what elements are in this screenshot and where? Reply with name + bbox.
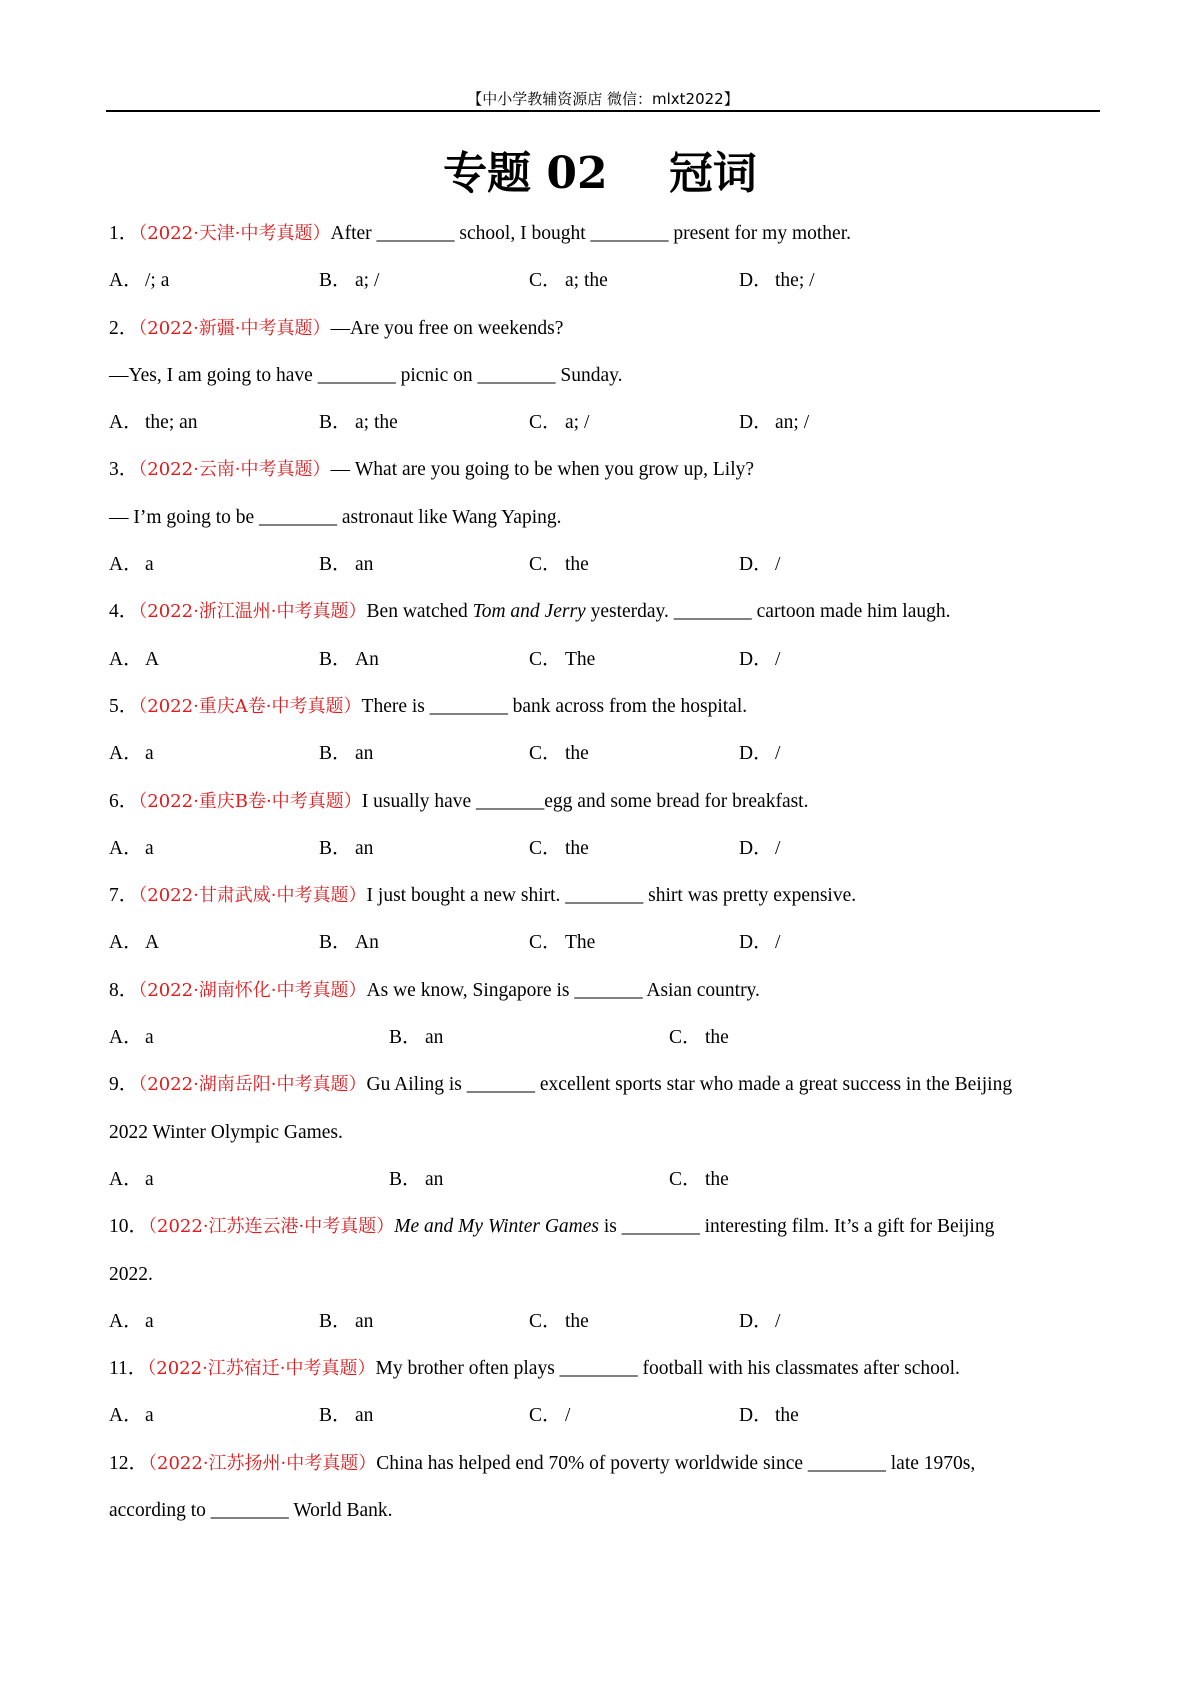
option-text: the <box>775 1405 799 1427</box>
question-number: 4． <box>109 601 139 623</box>
question-source: （2022·湖南岳阳·中考真题） <box>138 1074 367 1096</box>
question-list <box>109 210 1101 1534</box>
question-stem <box>109 1440 1101 1487</box>
question-stem <box>109 1061 1101 1108</box>
option-text: a <box>145 1405 154 1427</box>
option-text: An <box>355 932 379 954</box>
option-b <box>389 1014 443 1061</box>
option-c <box>529 919 595 966</box>
option-b <box>319 636 379 683</box>
question-stem-continued <box>109 494 1101 541</box>
question-text: —Are you free on weekends? <box>330 317 564 339</box>
option-d <box>739 636 780 683</box>
option-a <box>109 919 159 966</box>
question-text: —Yes, I am going to have ________ picnic on ________ Sunday. <box>109 364 623 386</box>
options-row <box>109 636 1101 683</box>
question-text: Ben watched <box>366 601 473 623</box>
option-letter: C． <box>529 554 562 576</box>
question-source: （2022·甘肃武威·中考真题） <box>138 885 367 907</box>
option-letter: C． <box>529 648 562 670</box>
option-a <box>109 1156 154 1203</box>
option-text: a; the <box>565 270 608 292</box>
option-b <box>319 730 373 777</box>
question-text: according to ________ World Bank. <box>109 1500 393 1522</box>
option-text: The <box>565 648 596 670</box>
question-text: My brother often plays ________ football with his classmates after school. <box>375 1358 960 1380</box>
question-text: After ________ school, I bought ________ present for my mother. <box>330 223 851 244</box>
option-b <box>319 825 373 872</box>
question-number: 12． <box>109 1452 149 1474</box>
option-d <box>739 1392 799 1439</box>
options-row <box>109 399 1101 446</box>
page-title: 专题 02 冠词 <box>443 148 757 199</box>
option-a <box>109 1298 154 1345</box>
question-text: yesterday. ________ cartoon made him laugh. <box>585 601 951 623</box>
option-c <box>529 1392 570 1439</box>
option-text: / <box>775 932 781 954</box>
italic-title: Tom and Jerry <box>472 601 586 623</box>
italic-title: Me and My Winter Games <box>394 1216 599 1238</box>
option-letter: D． <box>739 648 773 670</box>
question-stem-continued <box>109 1487 1101 1534</box>
page-header: 【中小学教辅资源店 微信：mlxt2022】 <box>467 90 739 108</box>
option-letter: C． <box>529 932 562 954</box>
option-b <box>319 399 398 446</box>
option-text: A <box>145 648 160 670</box>
option-letter: B． <box>389 1027 422 1049</box>
question-stem <box>109 210 1101 257</box>
question-source: （2022·新疆·中考真题） <box>138 317 331 339</box>
question-stem <box>109 872 1101 919</box>
option-text: an <box>355 1405 374 1427</box>
option-text: a <box>145 837 154 859</box>
option-text: / <box>565 1405 571 1427</box>
options-row <box>109 1392 1101 1439</box>
question-stem <box>109 446 1101 493</box>
option-text: a <box>145 554 154 576</box>
option-letter: A． <box>109 837 143 859</box>
question-text: There is ________ bank across from the hospital. <box>361 695 748 717</box>
question-text: is ________ interesting film. It’s a gift for Beijing <box>598 1216 995 1238</box>
question-stem-continued <box>109 1109 1101 1156</box>
option-letter: B． <box>319 743 352 765</box>
option-d <box>739 730 780 777</box>
option-letter: B． <box>319 554 352 576</box>
option-text: an <box>355 1310 374 1332</box>
option-text: an <box>425 1168 444 1190</box>
option-letter: D． <box>739 1405 773 1427</box>
option-a <box>109 541 154 588</box>
options-row <box>109 1014 1101 1061</box>
question-text: — What are you going to be when you grow up, Lily? <box>330 459 755 481</box>
option-letter: D． <box>739 554 773 576</box>
option-c <box>529 1298 589 1345</box>
options-row <box>109 919 1101 966</box>
option-letter: C． <box>669 1168 702 1190</box>
option-letter: C． <box>529 1310 562 1332</box>
option-letter: C． <box>529 412 562 434</box>
option-text: An <box>355 648 379 670</box>
option-c <box>669 1014 729 1061</box>
option-text: the <box>565 743 589 765</box>
option-text: an <box>355 743 374 765</box>
option-text: an <box>425 1027 444 1049</box>
option-letter: A． <box>109 743 143 765</box>
option-text: a; / <box>565 412 590 434</box>
option-letter: A． <box>109 270 143 292</box>
option-c <box>529 257 608 304</box>
option-c <box>529 730 589 777</box>
option-b <box>319 257 379 304</box>
option-text: A <box>145 932 160 954</box>
option-d <box>739 399 809 446</box>
option-letter: B． <box>319 270 352 292</box>
question-number: 1． <box>109 223 139 244</box>
option-a <box>109 399 198 446</box>
option-letter: B． <box>319 1310 352 1332</box>
option-letter: D． <box>739 932 773 954</box>
question-stem-continued <box>109 1251 1101 1298</box>
option-text: a <box>145 1310 154 1332</box>
question-text: 2022 Winter Olympic Games. <box>109 1121 343 1143</box>
question-stem <box>109 1203 1101 1250</box>
option-text: the <box>565 1310 589 1332</box>
options-row <box>109 257 1101 304</box>
options-row <box>109 541 1101 588</box>
option-a <box>109 730 154 777</box>
option-letter: C． <box>529 837 562 859</box>
option-d <box>739 825 780 872</box>
option-text: a <box>145 1027 154 1049</box>
option-letter: C． <box>529 743 562 765</box>
question-source: （2022·重庆B卷·中考真题） <box>138 790 362 812</box>
option-letter: C． <box>529 270 562 292</box>
option-letter: A． <box>109 1027 143 1049</box>
option-text: a; the <box>355 412 398 434</box>
question-number: 6． <box>109 790 139 812</box>
option-c <box>669 1156 729 1203</box>
question-number: 11． <box>109 1358 148 1380</box>
question-stem <box>109 967 1101 1014</box>
question-text: I just bought a new shirt. ________ shirt was pretty expensive. <box>366 885 857 907</box>
option-letter: A． <box>109 1405 143 1427</box>
question-stem <box>109 1345 1101 1392</box>
option-letter: A． <box>109 554 143 576</box>
question-text: I usually have _______egg and some bread for breakfast. <box>361 790 809 812</box>
question-text: China has helped end 70% of poverty worldwide since ________ late 1970s, <box>376 1452 976 1474</box>
question-source: （2022·江苏宿迁·中考真题） <box>147 1358 376 1380</box>
question-source: （2022·云南·中考真题） <box>138 459 331 481</box>
question-number: 10． <box>109 1216 149 1238</box>
option-c <box>529 636 595 683</box>
option-letter: B． <box>389 1168 422 1190</box>
question-source: （2022·湖南怀化·中考真题） <box>138 979 367 1001</box>
question-source: （2022·天津·中考真题） <box>138 223 331 244</box>
option-letter: A． <box>109 412 143 434</box>
option-letter: D． <box>739 837 773 859</box>
option-letter: D． <box>739 270 773 292</box>
header-divider <box>106 110 1100 112</box>
option-text: a <box>145 1168 154 1190</box>
option-d <box>739 1298 780 1345</box>
option-text: / <box>775 837 781 859</box>
option-letter: A． <box>109 932 143 954</box>
option-c <box>529 825 589 872</box>
option-letter: D． <box>739 1310 773 1332</box>
question-number: 8． <box>109 979 139 1001</box>
options-row <box>109 1298 1101 1345</box>
option-text: the; an <box>145 412 198 434</box>
question-source: （2022·浙江温州·中考真题） <box>138 601 367 623</box>
option-letter: B． <box>319 932 352 954</box>
option-letter: A． <box>109 1168 143 1190</box>
option-text: / <box>775 743 781 765</box>
option-a <box>109 1014 154 1061</box>
option-b <box>319 1298 373 1345</box>
question-stem <box>109 683 1101 730</box>
options-row <box>109 825 1101 872</box>
question-number: 2． <box>109 317 139 339</box>
option-letter: B． <box>319 837 352 859</box>
option-letter: D． <box>739 743 773 765</box>
question-source: （2022·江苏连云港·中考真题） <box>148 1216 395 1238</box>
question-stem-continued <box>109 352 1101 399</box>
option-text: the; / <box>775 270 815 292</box>
option-a <box>109 636 159 683</box>
option-text: a <box>145 743 154 765</box>
option-letter: B． <box>319 412 352 434</box>
option-letter: A． <box>109 1310 143 1332</box>
option-text: the <box>705 1168 729 1190</box>
option-text: an <box>355 837 374 859</box>
option-d <box>739 919 780 966</box>
option-letter: D． <box>739 412 773 434</box>
options-row <box>109 1156 1101 1203</box>
question-stem <box>109 305 1101 352</box>
question-number: 5． <box>109 695 139 717</box>
question-text: As we know, Singapore is _______ Asian country. <box>366 979 760 1001</box>
option-text: the <box>565 554 589 576</box>
question-number: 9． <box>109 1074 139 1096</box>
option-c <box>529 541 589 588</box>
question-stem <box>109 778 1101 825</box>
option-letter: C． <box>529 1405 562 1427</box>
options-row <box>109 730 1101 777</box>
option-b <box>389 1156 443 1203</box>
option-letter: A． <box>109 648 143 670</box>
option-text: /; a <box>145 270 170 292</box>
question-source: （2022·重庆A卷·中考真题） <box>138 695 362 717</box>
question-text: 2022. <box>109 1263 153 1285</box>
option-text: The <box>565 932 596 954</box>
option-text: / <box>775 554 781 576</box>
option-a <box>109 825 154 872</box>
question-number: 7． <box>109 885 139 907</box>
option-letter: B． <box>319 1405 352 1427</box>
option-b <box>319 541 373 588</box>
option-text: an; / <box>775 412 810 434</box>
question-source: （2022·江苏扬州·中考真题） <box>148 1452 377 1474</box>
option-text: a; / <box>355 270 380 292</box>
option-text: the <box>705 1027 729 1049</box>
option-c <box>529 399 589 446</box>
option-a <box>109 1392 154 1439</box>
option-letter: C． <box>669 1027 702 1049</box>
option-text: an <box>355 554 374 576</box>
option-letter: B． <box>319 648 352 670</box>
option-d <box>739 257 815 304</box>
question-number: 3． <box>109 459 139 481</box>
question-text: Gu Ailing is _______ excellent sports star who made a great success in the Beijing <box>366 1074 1013 1096</box>
option-text: / <box>775 648 781 670</box>
option-d <box>739 541 780 588</box>
option-b <box>319 919 379 966</box>
option-text: / <box>775 1310 781 1332</box>
option-text: the <box>565 837 589 859</box>
option-a <box>109 257 169 304</box>
option-b <box>319 1392 373 1439</box>
question-stem <box>109 588 1101 635</box>
question-text: — I’m going to be ________ astronaut like Wang Yaping. <box>109 506 562 528</box>
